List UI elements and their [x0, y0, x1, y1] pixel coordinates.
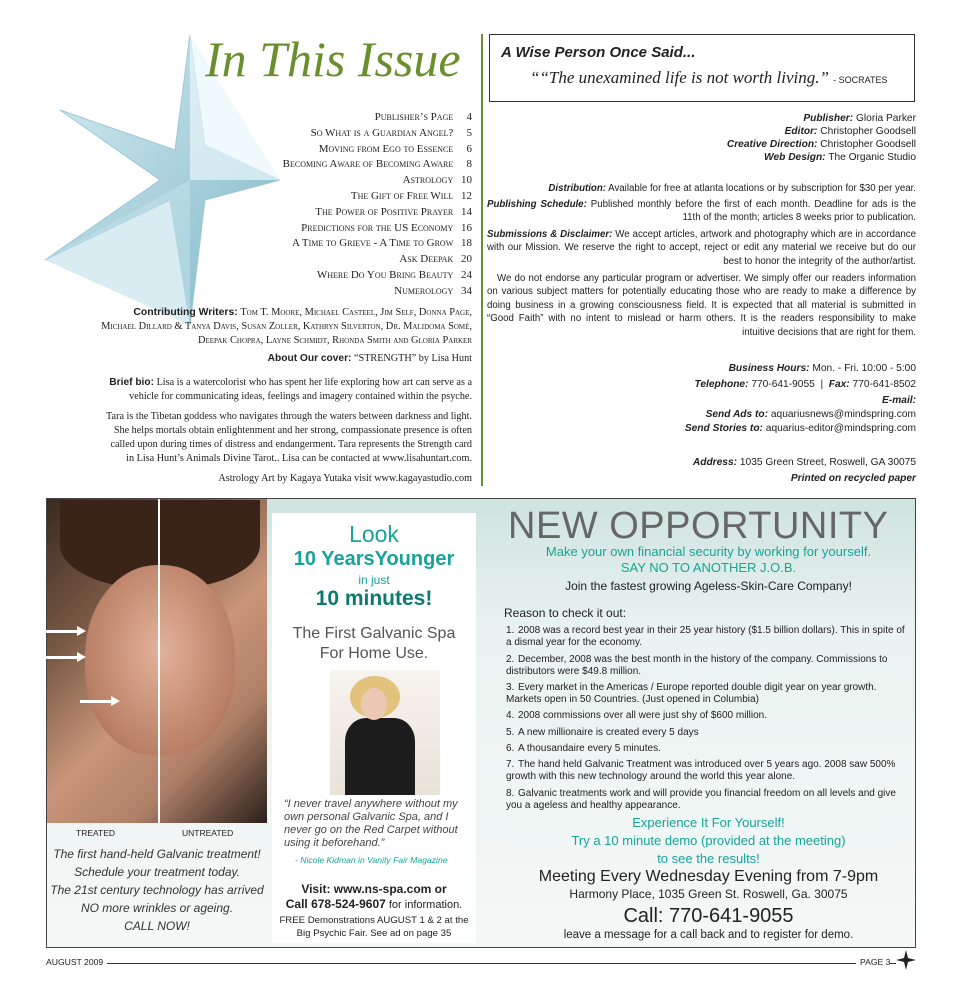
reason-item: 2. December, 2008 was the best month in the history of the company. Commissions to distributors were $49.8 million.	[506, 654, 888, 677]
meeting-text: Meeting Every Wednesday Evening from 7-9pm	[538, 868, 879, 885]
untreated-label: UNTREATED	[182, 828, 234, 838]
distribution-info	[487, 182, 916, 195]
toc-item-page: 8	[466, 158, 472, 171]
toc-item[interactable]	[250, 157, 472, 173]
call-suffix: for information.	[388, 899, 463, 911]
toc-item-label: The Power of Positive Prayer	[315, 205, 454, 218]
toc-item[interactable]	[250, 142, 472, 158]
ad-sub2: SAY NO TO ANOTHER J.O.B.	[620, 560, 797, 575]
bio-label: Brief bio:	[109, 377, 155, 388]
photo-face	[85, 565, 235, 755]
ad-headline: NEW OPPORTUNITY	[508, 505, 889, 547]
toc-item-page: 14	[461, 205, 472, 218]
toc-item-label: Numerology	[394, 284, 454, 297]
footer-page: PAGE 3	[856, 957, 890, 967]
ads-email-link[interactable]: aquariusnews@mindspring.com	[770, 409, 916, 420]
business-hours	[729, 362, 916, 375]
toc-item[interactable]	[250, 110, 472, 126]
toc-item-page: 34	[461, 284, 472, 297]
writers-label: Contributing Writers:	[133, 307, 238, 318]
brief-bio	[106, 376, 472, 404]
see-results-text: to see the results!	[657, 851, 760, 866]
toc-title: In This Issue	[205, 31, 461, 87]
toc-item-page: 12	[461, 189, 472, 202]
hours-label: Business Hours:	[728, 363, 810, 374]
toc-item-page: 5	[466, 126, 472, 139]
submissions-label: Submissions & Disclaimer:	[487, 229, 613, 240]
ten-minutes: 10 minutes!	[315, 587, 433, 610]
reason-text: The hand held Galvanic Treatment was introduced over 5 years ago. 2008 saw 500% growth with this new technology around the world this year alone.	[506, 759, 896, 782]
quote-text	[530, 68, 888, 88]
caption-line: CALL NOW!	[124, 919, 190, 933]
reason-item: 4. 2008 commissions over all were just shy of $600 million.	[506, 710, 767, 721]
years-younger: 10 YearsYounger	[293, 548, 455, 570]
ad-sub1: Make your own financial security by working for yourself.	[545, 544, 872, 559]
caption-line: Schedule your treatment today.	[74, 865, 240, 879]
toc-item-page: 6	[466, 142, 472, 155]
cover-text: “STRENGTH” by Lisa Hunt	[354, 353, 472, 364]
masthead-value: Gloria Parker	[855, 113, 916, 124]
try-demo-text: Try a 10 minute demo (provided at the meeting)	[571, 833, 846, 848]
visit-website[interactable]: Visit: www.ns-spa.com or	[301, 882, 447, 896]
kidman-quote: “I never travel anywhere without my own personal Galvanic Spa, and I never go on the Red Carpet without using it beforehand.”	[284, 798, 458, 849]
bio-text: Lisa is a watercolorist who has spent her life exploring how art can serve as a vehicle for communicating ideas, feelings and imagery contained within the psyche.	[129, 377, 472, 402]
kidman-source: - Nicole Kidman in Vanity Fair Magazine	[295, 855, 448, 865]
recycled-note	[791, 472, 916, 485]
reason-text: 2008 commissions over all were just shy of $600 million.	[518, 710, 767, 721]
telephone-value: 770-641-9055	[751, 379, 815, 390]
reason-item: 5. A new millionaire is created every 5 days	[506, 727, 699, 738]
masthead-label: Creative Direction:	[726, 139, 818, 150]
send-stories-label: Send Stories to:	[684, 423, 763, 434]
ad-phone[interactable]: Call: 770-641-9055	[623, 905, 794, 927]
reason-text: A new millionaire is created every 5 days	[518, 727, 699, 738]
toc-item[interactable]	[250, 221, 472, 237]
masthead-value: The Organic Studio	[828, 152, 916, 163]
masthead-label: Web Design:	[764, 152, 826, 163]
toc-item-page: 18	[461, 237, 472, 250]
recycled-text: Printed on recycled paper	[790, 473, 916, 484]
fax-label: Fax:	[828, 379, 850, 390]
reason-item: 7. The hand held Galvanic Treatment was introduced over 5 years ago. 2008 saw 500% growth with this new technology around the world this year alone.	[506, 759, 896, 782]
toc-item-label: So What is a Guardian Angel?	[310, 126, 454, 139]
star-icon	[896, 950, 916, 970]
email-heading	[882, 394, 916, 407]
footer-date: AUGUST 2009	[46, 957, 107, 967]
toc-item-page: 10	[461, 174, 472, 187]
reason-text: Every market in the Americas / Europe reported double digit year on year growth. Markets open in 50 Countries. (Just opened in Columbia)	[506, 682, 877, 705]
quote-heading: A Wise Person Once Said...	[501, 44, 696, 61]
distribution-label: Distribution:	[548, 183, 606, 194]
submissions-text: We accept articles, artwork and photography which are in accordance with our Mission. We reserve the right to accept, reject or edit any material we receive but do our best to honor the integrity of the author/artist.	[487, 229, 916, 267]
toc-item[interactable]	[250, 189, 472, 205]
masthead-label: Editor:	[784, 126, 818, 137]
toc-item-label: Astrology	[402, 174, 454, 187]
caption-line: NO more wrinkles or ageing.	[80, 901, 234, 915]
endorsement-disclaimer: We do not endorse any particular program or advertiser. We simply offer our readers information on various subject matters for potentially educating those who are ready to make a difference by doing business in a growing consciousness field. It is expected that all material is submitted in “Good Faith” with no intent to mislead or harm others. It is the readers responsibility to make intuitive decisions that are right for them.	[487, 273, 916, 338]
reason-text: December, 2008 was the best month in the history of the company. Commissions to distributors were $49.8 million.	[506, 654, 888, 677]
masthead	[727, 112, 916, 164]
masthead-row	[727, 112, 916, 125]
masthead-row	[727, 125, 916, 138]
masthead-row	[727, 151, 916, 164]
toc-item-label: Becoming Aware of Becoming Aware	[282, 158, 454, 171]
cover-label: About Our cover:	[267, 353, 352, 364]
quote-author: - SOCRATES	[833, 75, 888, 85]
leave-message: leave a message for a call back and to register for demo.	[563, 929, 854, 941]
toc-item[interactable]	[250, 268, 472, 284]
hours-value: Mon. - Fri. 10:00 - 5:00	[812, 363, 916, 374]
spa-phone[interactable]: Call 678-524-9607	[285, 897, 386, 911]
toc-item-label: The Gift of Free Will	[350, 189, 454, 202]
telephone-label: Telephone:	[694, 379, 749, 390]
stories-email-link[interactable]: aquarius-editor@mindspring.com	[765, 423, 916, 434]
free-demo: FREE Demonstrations AUGUST 1 & 2 at the Big Psychic Fair. See ad on page 35	[279, 915, 469, 939]
fax-value: 770-641-8502	[852, 379, 916, 390]
look-text: Look	[349, 521, 399, 547]
toc-item[interactable]	[250, 126, 472, 142]
spa-heading: The First Galvanic Spa For Home Use.	[292, 625, 456, 662]
toc-item-label: A Time to Grieve - A Time to Grow	[292, 237, 454, 250]
toc-item-label: Moving from Ego to Essence	[318, 142, 454, 155]
phone-fax: Telephone: 770-641-9055 | Fax: 770-641-8502	[694, 379, 916, 390]
toc-item[interactable]	[250, 284, 472, 300]
toc-item-page: 20	[461, 253, 472, 266]
arrow-icon	[80, 700, 116, 703]
meeting-place: Harmony Place, 1035 Green St. Roswell, Ga. 30075	[569, 887, 848, 901]
reason-heading: Reason to check it out:	[504, 606, 627, 620]
send-ads-label: Send Ads to:	[705, 409, 769, 420]
kidman-coat	[345, 718, 415, 795]
email-label: E-mail:	[882, 395, 916, 406]
column-divider	[481, 34, 483, 486]
masthead-label: Publisher:	[803, 113, 854, 124]
publishing-schedule	[487, 198, 916, 225]
ad-join: Join the fastest growing Ageless-Skin-Care Company!	[565, 579, 852, 593]
schedule-text: Published monthly before the first of each month. Deadline for ads is the 11th of the month; articles 8 weeks prior to publication.	[590, 199, 916, 224]
footer-rule	[46, 963, 896, 964]
toc-item-label: Ask Deepak	[399, 253, 454, 266]
toc-item-label: Predictions for the US Economy	[301, 221, 454, 234]
arrow-icon	[46, 630, 82, 633]
reason-item: 3. Every market in the Americas / Europe reported double digit year on year growth. Markets open in 50 Countries. (Just opened in Columbia)	[506, 682, 877, 705]
send-stories	[685, 422, 916, 435]
experience-text: Experience It For Yourself!	[632, 815, 785, 830]
arrow-icon	[46, 656, 82, 659]
masthead-row	[727, 138, 916, 151]
caption-line: The 21st century technology has arrived	[50, 883, 264, 897]
table-of-contents	[250, 110, 472, 300]
submissions-disclaimer	[487, 228, 916, 268]
address	[693, 456, 916, 469]
toc-item-page: 24	[461, 268, 472, 281]
toc-item-label: Publisher’s Page	[374, 111, 454, 123]
writers-list: Tom T. Moore, Michael Casteel, Jim Self, Donna Page, Michael Dillard & Tanya Davis, Susan Zoller, Kathryn Silverton, Dr. Malidoma Somé, Deepak Chopra, Layne Schmidt, Rhonda Smith and Gloria Parker	[101, 307, 472, 346]
left-caption	[48, 845, 266, 935]
reason-text: 2008 was a record best year in their 25 year history ($1.5 billion dollars). This in spite of a dismal year for the economy.	[506, 625, 905, 648]
address-label: Address:	[692, 457, 738, 468]
reason-text: Galvanic treatments work and will provide you financial freedom on all levels and give you a ageless and healthy appearance.	[506, 788, 896, 811]
contributing-writers	[100, 306, 472, 348]
reason-item: 6. A thousandaire every 5 minutes.	[506, 743, 661, 754]
toc-item-page: 16	[461, 221, 472, 234]
toc-item[interactable]	[250, 173, 472, 189]
reason-item: 1. 2008 was a record best year in their 25 year history ($1.5 billion dollars). This in spite of a dismal year for the economy.	[506, 625, 905, 648]
caption-line: The first hand-held Galvanic treatment!	[53, 847, 261, 861]
reason-item: 8. Galvanic treatments work and will provide you financial freedom on all levels and give you a ageless and healthy appearance.	[506, 788, 896, 811]
kidman-face	[361, 688, 387, 720]
toc-item[interactable]	[250, 236, 472, 252]
cover-credit	[180, 352, 472, 366]
astrology-art-credit: Astrology Art by Kagaya Yutaka visit www.kagayastudio.com	[218, 473, 472, 484]
toc-item-page: 4	[466, 111, 472, 123]
masthead-value: Christopher Goodsell	[820, 139, 916, 150]
reason-text: A thousandaire every 5 minutes.	[518, 743, 661, 754]
distribution-text: Available for free at atlanta locations or by subscription for $30 per year.	[608, 183, 916, 194]
toc-item[interactable]	[250, 205, 472, 221]
send-ads	[706, 408, 916, 421]
masthead-value: Christopher Goodsell	[820, 126, 916, 137]
quote-body: ““The unexamined life is not worth living.”	[530, 68, 829, 87]
address-value: 1035 Green Street, Roswell, GA 30075	[739, 457, 916, 468]
in-just: in just	[358, 573, 390, 587]
tara-description: Tara is the Tibetan goddess who navigates through the waters between darkness and light. She helps mortals obtain enlightenment and her strong, compassionate presence is often called upon during times of distress and endangerment. Tara represents the Strength card in Lisa Hunt’s Animals Divine Tarot.. Lisa can be contacted at www.lisahuntart.com.	[106, 411, 472, 464]
call-info	[272, 897, 476, 911]
treated-label: TREATED	[76, 828, 116, 838]
toc-item-label: Where Do You Bring Beauty	[316, 268, 454, 281]
schedule-label: Publishing Schedule:	[487, 199, 587, 210]
photo-divider-line	[158, 499, 160, 823]
toc-item[interactable]	[250, 252, 472, 268]
